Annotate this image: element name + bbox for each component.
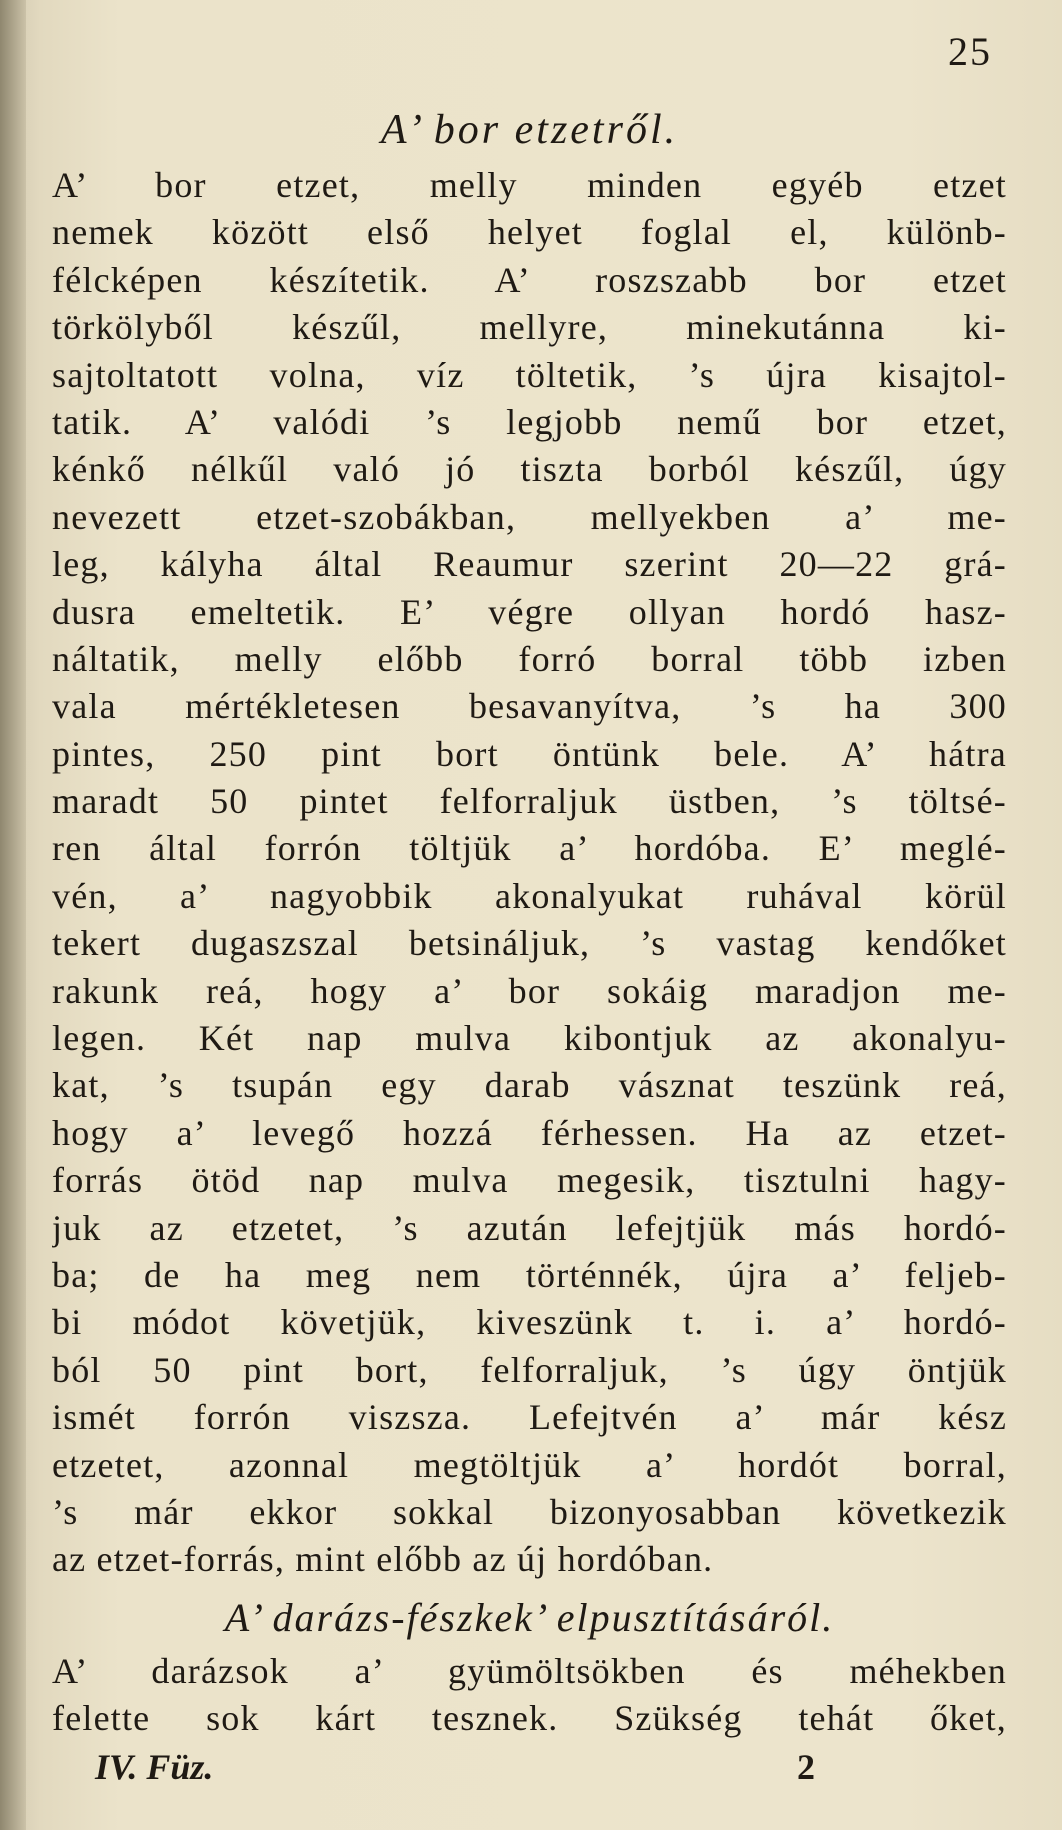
- text-line: rakunk reá, hogy a’ bor sokáig maradjon me-: [52, 970, 1007, 1011]
- text-line: ren által forrón töltjük a’ hordóba. E’ meglé-: [52, 828, 1007, 869]
- text-line: juk az etzetet, ’s azután lefejtjük más hordó-: [52, 1207, 1007, 1248]
- text-line: vén, a’ nagyobbik akonalyukat ruhával körül: [52, 875, 1007, 916]
- text-line: kénkő nélkűl való jó tiszta borból készűl, úgy: [52, 449, 1007, 490]
- text-line: A’ bor etzet, melly minden egyéb etzet: [52, 165, 1007, 205]
- text-line: leg, kályha által Reaumur szerint 20—22 grá-: [52, 544, 1007, 585]
- section-title-wasps: A’ darázs-fészkek’ elpusztításáról.: [224, 1594, 835, 1640]
- section-body-vinegar: [52, 162, 1007, 1584]
- text-line: nevezett etzet-szobákban, mellyekben a’ me-: [52, 496, 1007, 537]
- text-line: félcképen készítetik. A’ roszszabb bor etzet: [52, 259, 1007, 300]
- text-line: ba; de ha meg nem történnék, újra a’ feljeb-: [52, 1254, 1007, 1295]
- text-line: sajtoltatott volna, víz töltetik, ’s újra kisajtol-: [52, 354, 1007, 395]
- text-line: ból 50 pint bort, felforraljuk, ’s úgy öntjük: [52, 1349, 1007, 1390]
- text-line: forrás ötöd nap mulva megesik, tisztulni hagy-: [52, 1160, 1007, 1201]
- text-block: [52, 100, 1007, 1743]
- sheet-number: 2: [797, 1747, 815, 1787]
- text-line: tatik. A’ valódi ’s legjobb nemű bor etzet,: [52, 401, 1007, 442]
- text-line: náltatik, melly előbb forró borral több izben: [52, 638, 1007, 679]
- text-line: etzetet, azonnal megtöltjük a’ hordót borral,: [52, 1444, 1007, 1485]
- text-line: legen. Két nap mulva kibontjuk az akonalyu-: [52, 1018, 1007, 1059]
- text-line: ’s már ekkor sokkal bizonyosabban következik: [52, 1491, 1007, 1532]
- text-line: maradt 50 pintet felforraljuk üstben, ’s töltsé-: [52, 781, 1007, 822]
- text-line: bi módot követjük, kiveszünk t. i. a’ hordó-: [52, 1302, 1007, 1343]
- text-line: hogy a’ levegő hozzá férhessen. Ha az etzet-: [52, 1112, 1007, 1153]
- text-line: A’ darázsok a’ gyümöltsökben és méhekben: [52, 1650, 1007, 1691]
- text-line: tekert dugaszszal betsináljuk, ’s vastag kendőket: [52, 923, 1007, 964]
- page-footer: [95, 1746, 815, 1788]
- text-line: kat, ’s tsupán egy darab vásznat teszünk reá,: [52, 1065, 1007, 1106]
- text-line: az etzet-forrás, mint előbb az új hordóban.: [52, 1539, 714, 1580]
- text-line: nemek között első helyet foglal el, különb-: [52, 212, 1007, 253]
- text-line: törkölyből készűl, mellyre, minekutánna ki-: [52, 307, 1007, 348]
- page-gutter: [0, 0, 26, 1830]
- section-title-vinegar: A’ bor etzetről.: [380, 107, 679, 153]
- text-line: felette sok kárt tesznek. Szükség tehát őket,: [52, 1698, 1007, 1739]
- text-line: dusra emeltetik. E’ végre ollyan hordó hasz-: [52, 591, 1007, 632]
- signature-mark: IV. Füz.: [95, 1747, 214, 1787]
- page-number: 25: [948, 29, 992, 74]
- text-line: pintes, 250 pint bort öntünk bele. A’ hátra: [52, 733, 1007, 774]
- text-line: vala mértékletesen besavanyítva, ’s ha 300: [52, 686, 1007, 727]
- text-line: ismét forrón viszsza. Lefejtvén a’ már kész: [52, 1397, 1007, 1438]
- section-body-wasps: [52, 1648, 1007, 1743]
